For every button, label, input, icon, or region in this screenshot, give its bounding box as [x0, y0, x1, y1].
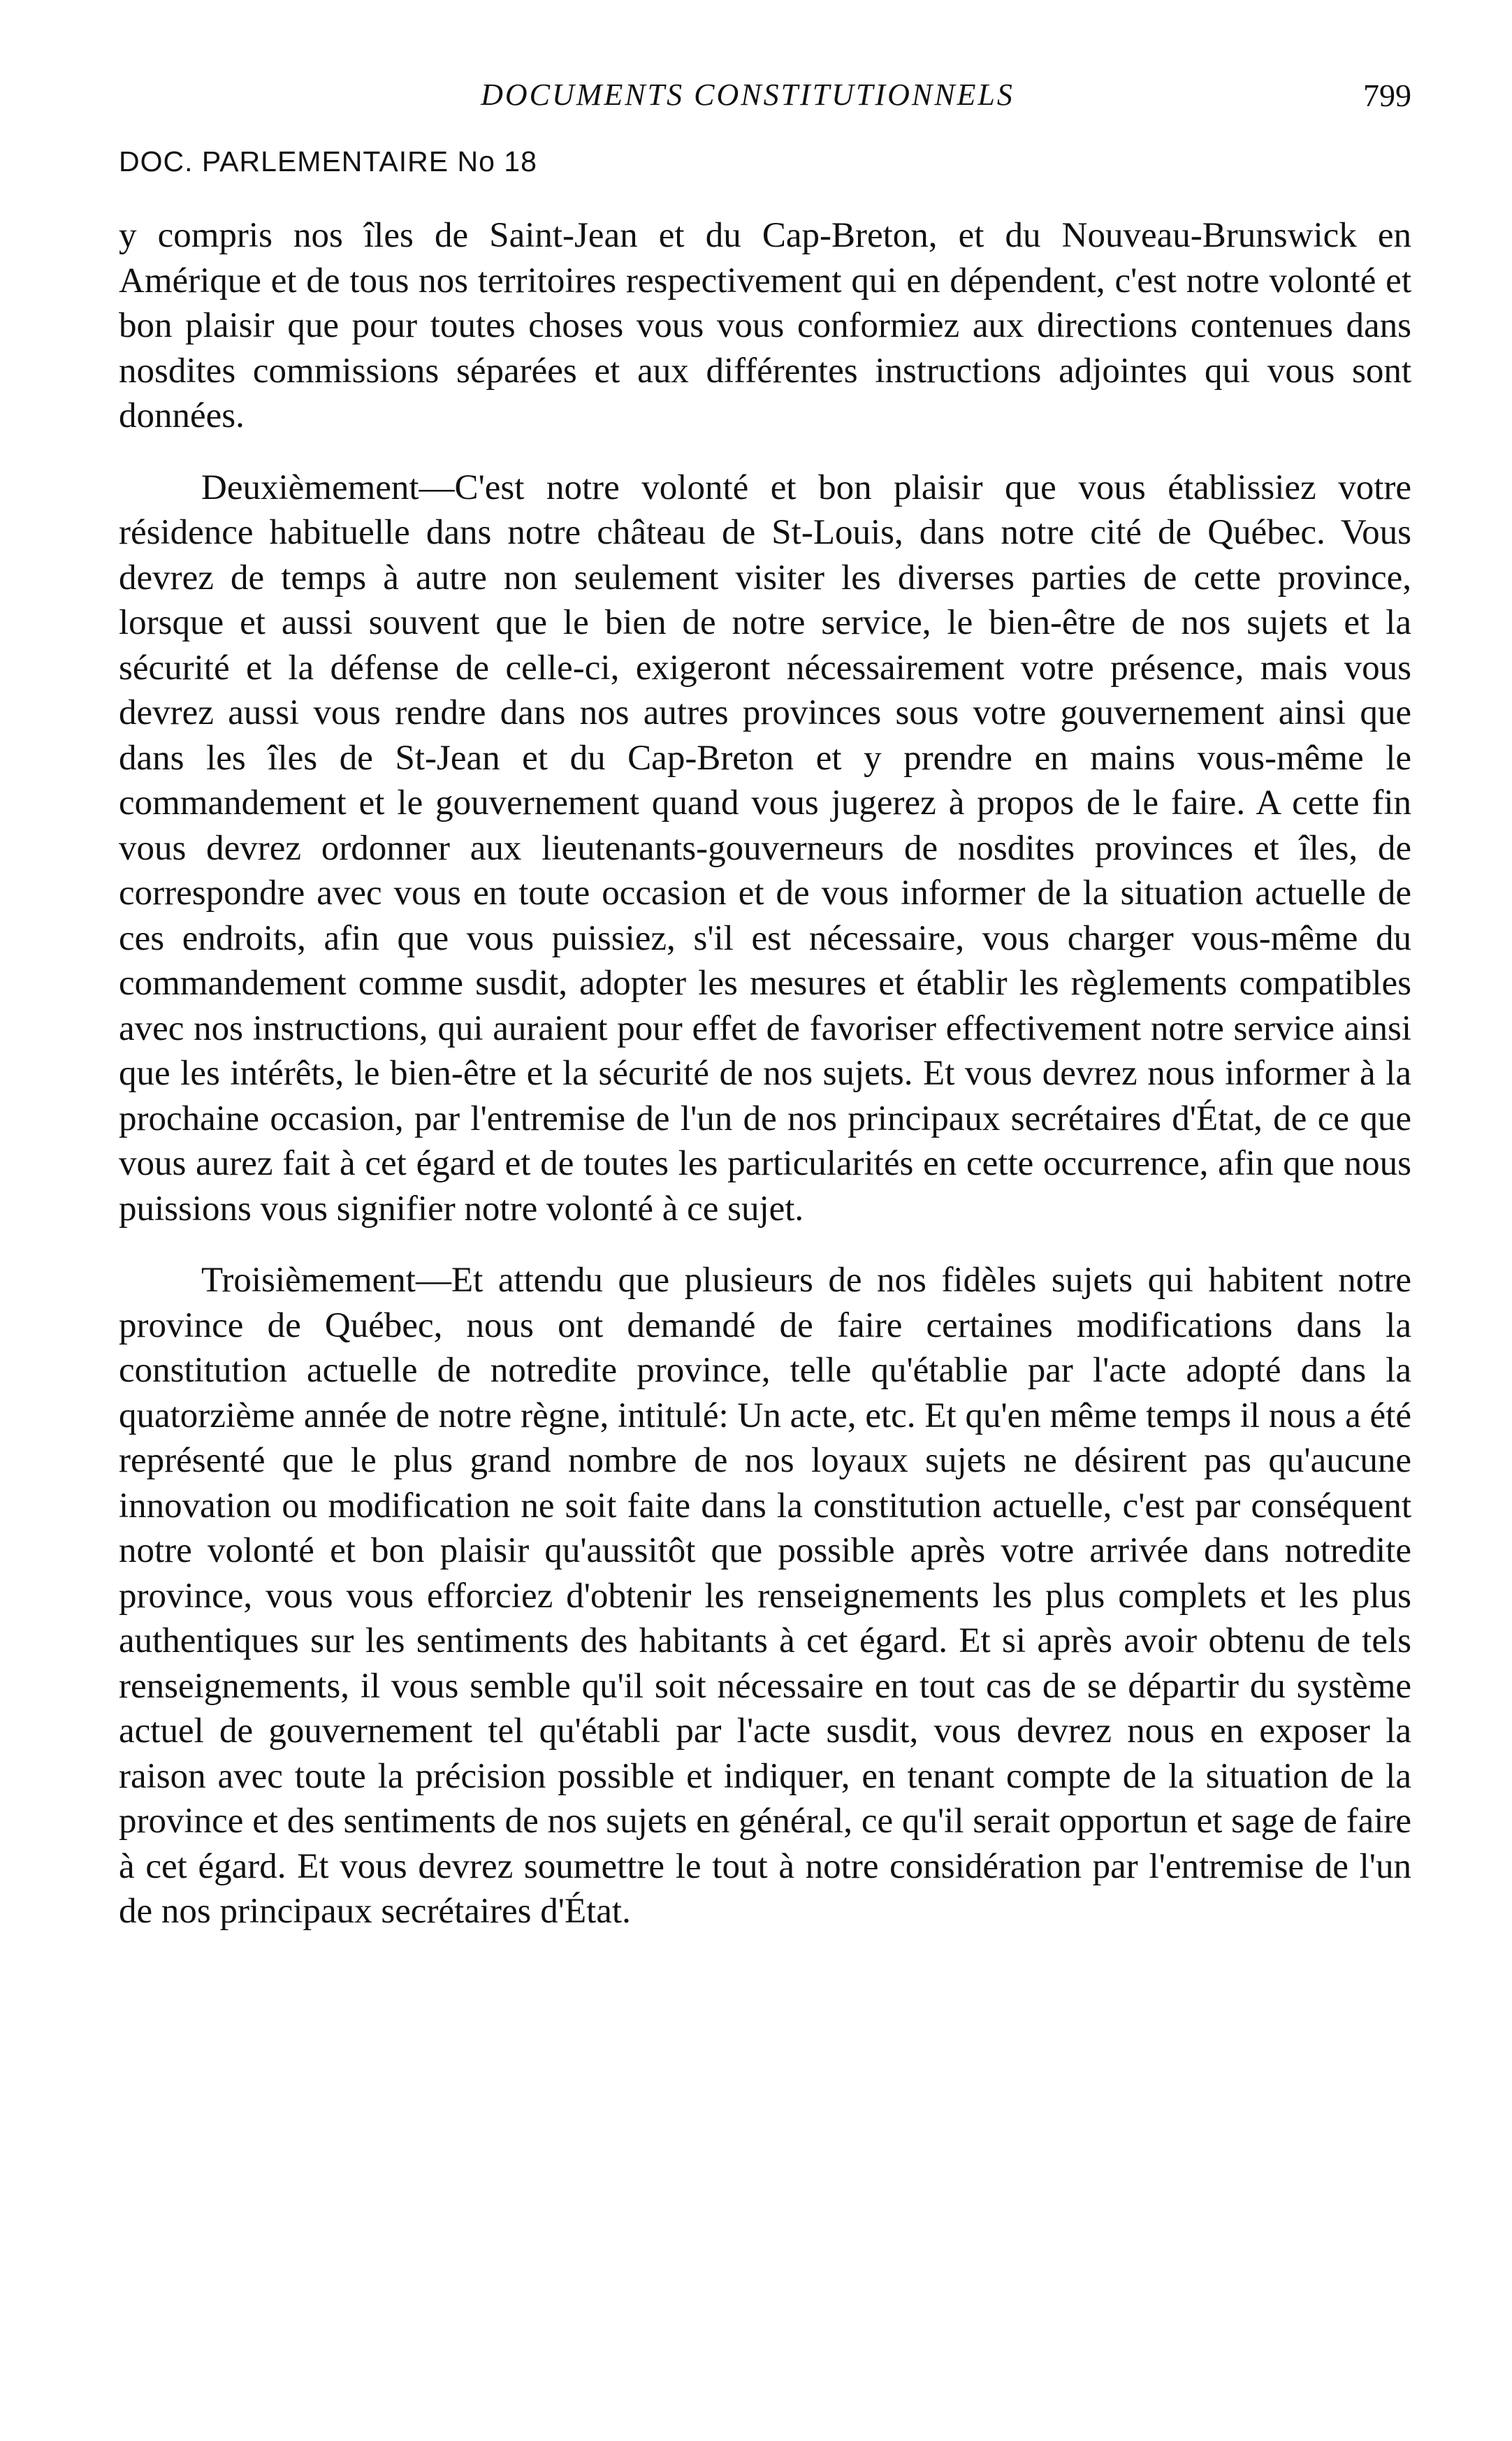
page-number: 799: [1363, 78, 1411, 113]
paragraph-continuation: y compris nos îles de Saint-Jean et du Cap-Breton, et du Nouveau-Brunswick en Amérique et de tous nos territoires respectivement qui en dépendent, c'est notre volonté et bon plaisir que pour toutes choses vous vous conformiez aux directions contenues dans nosdites commissions séparées et aux différentes instructions adjointes qui vous sont données.: [119, 216, 1411, 435]
paragraph-deuxiemement: Deuxièmement—C'est notre volonté et bon plaisir que vous établissiez votre résidence habituelle dans notre château de St-Louis, dans notre cité de Québec. Vous devrez de temps à autre non seulement visiter les diverses parties de cette province, lorsque et aussi souvent que le bien de notre service, le bien-être de nos sujets et la sécurité et la défense de celle-ci, exigeront nécessairement votre présence, mais vous devrez aussi vous rendre dans nos autres provinces sous votre gouvernement ainsi que dans les îles de St-Jean et du Cap-Breton et y prendre en mains vous-même le commandement et le gouvernement quand vous jugerez à propos de le faire. A cette fin vous devrez ordonner aux lieutenants-gouverneurs de nosdites provinces et îles, de correspondre avec vous en toute occasion et de vous informer de la situation actuelle de ces endroits, afin que vous puissiez, s'il est nécessaire, vous charger vous-même du commandement comme susdit, adopter les mesures et établir les règlements compatibles avec nos instructions, qui auraient pour effet de favoriser effectivement notre service ainsi que les intérêts, le bien-être et la sécurité de nos sujets. Et vous devrez nous informer à la prochaine occasion, par l'entremise de l'un de nos principaux secrétaires d'État, de ce que vous aurez fait à cet égard et de toutes les particularités en cette occurrence, afin que nous puissions vous signifier notre volonté à ce sujet.: [119, 468, 1411, 1229]
document-label: DOC. PARLEMENTAIRE No 18: [119, 145, 537, 178]
running-title: DOCUMENTS CONSTITUTIONNELS: [481, 78, 1015, 112]
paragraph-troisiemement: Troisièmement—Et attendu que plusieurs de nos fidèles sujets qui habitent notre province de Québec, nous ont demandé de faire certaines modifications dans la constitution actuelle de notredite province, telle qu'établie par l'acte adopté dans la quatorzième année de notre règne, intitulé: Un acte, etc. Et qu'en même temps il nous a été représenté que le plus grand nombre de nos loyaux sujets ne désirent pas qu'aucune innovation ou modification ne soit faite dans la constitution actuelle, c'est par conséquent notre volonté et bon plaisir qu'aussitôt que possible après votre arrivée dans notredite province, vous vous efforciez d'obtenir les renseignements les plus complets et les plus authentiques sur les sentiments des habitants à cet égard. Et si après avoir obtenu de tels renseignements, il vous semble qu'il soit nécessaire en tout cas de se départir du système actuel de gouvernement tel qu'établi par l'acte susdit, vous devrez nous en exposer la raison avec toute la précision possible et indiquer, en tenant compte de la situation de la province et des sentiments de nos sujets en général, ce qu'il serait opportun et sage de faire à cet égard. Et vous devrez soumettre le tout à notre considération par l'entremise de l'un de nos principaux secrétaires d'État.: [119, 1261, 1411, 1931]
body-text: [119, 213, 1411, 1934]
